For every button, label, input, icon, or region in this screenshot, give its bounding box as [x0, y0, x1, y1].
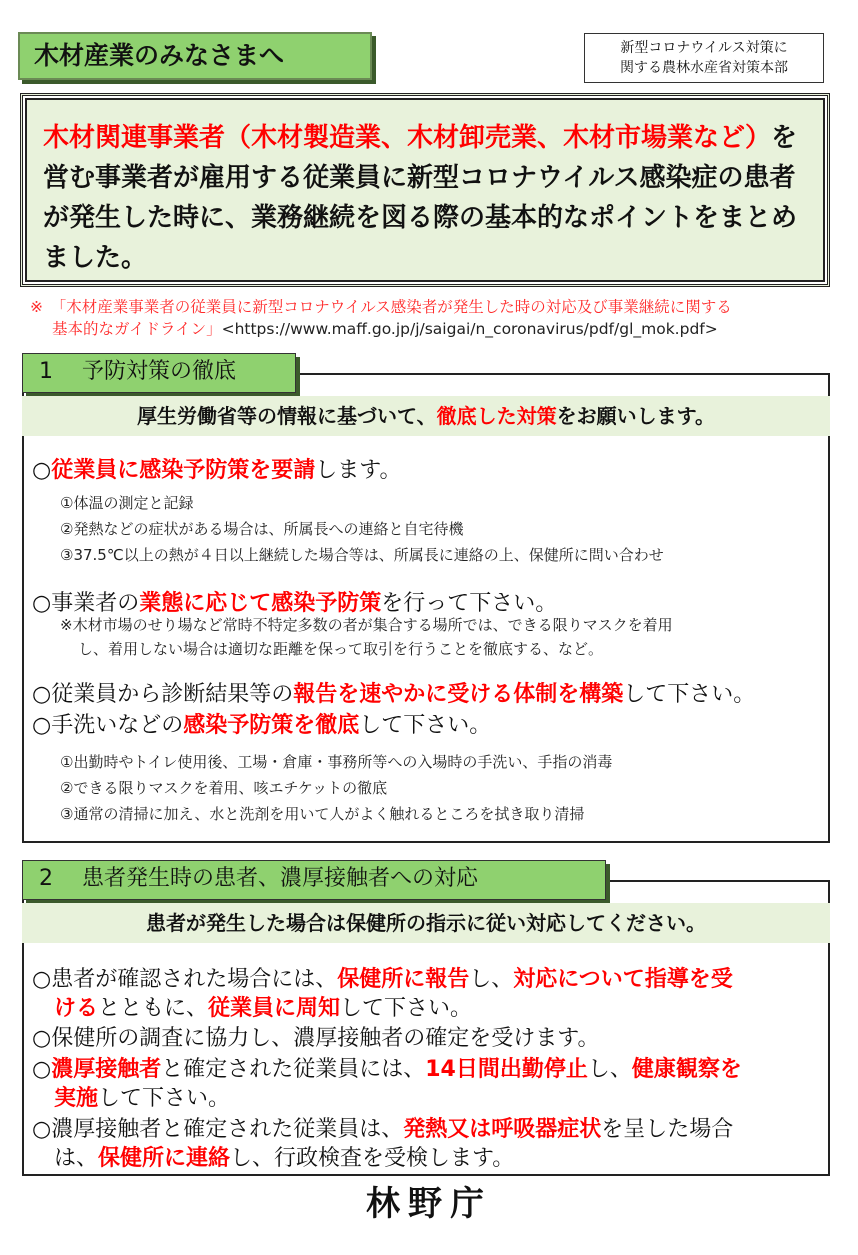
highlight: 濃厚接触者 [51, 1057, 162, 1082]
text: ○患者が確認された場合には、 [32, 967, 338, 992]
text: し、行政検査を受検します。 [230, 1146, 515, 1171]
highlight: 実施 [54, 1086, 99, 1111]
issuer-line-1: 新型コロナウイルス対策に [620, 40, 788, 56]
summary-box [20, 93, 830, 287]
text: ○従業員から診断結果等の [32, 682, 294, 707]
s2-line-6 [32, 1112, 733, 1143]
text: ○手洗いなどの [32, 713, 184, 738]
s2-line-5 [54, 1081, 230, 1112]
section-1-band-text: 厚生労働省等の情報に基づいて、 [136, 404, 437, 428]
text: と確定された従業員には、 [161, 1057, 426, 1082]
section-1-band [22, 396, 830, 436]
text: ○ [32, 1057, 52, 1082]
issuer-box [584, 33, 824, 83]
agency-name: 林野庁 [366, 1184, 492, 1224]
sub-item: ③37.5℃以上の熱が４日以上継続した場合等は、所属長に連絡の上、保健所に問い合わせ [60, 546, 664, 564]
highlight: 保健所に報告 [337, 967, 470, 992]
sub-item: ①出勤時やトイレ使用後、工場・倉庫・事務所等への入場時の手洗い、手指の消毒 [60, 753, 613, 771]
highlight: 14日間出勤停止 [425, 1057, 588, 1082]
text: し、 [469, 967, 514, 992]
section-1-band-text-end: をお願いします。 [556, 404, 715, 428]
section-2-tab: 2 患者発生時の患者、濃厚接触者への対応 [22, 860, 606, 900]
highlight: 健康観察を [631, 1057, 742, 1082]
issuer-line-2: 関する農林水産省対策本部 [620, 60, 788, 76]
s2-line-3: ○保健所の調査に協力し、濃厚接触者の確定を受けます。 [32, 1026, 600, 1051]
footnote [30, 296, 830, 340]
bullet: ○ [32, 458, 52, 483]
highlight: ける [54, 996, 99, 1021]
guideline-url-link[interactable]: <https://www.maff.go.jp/j/saigai/n_coronavirus/pdf/gl_mok.pdf> [221, 320, 718, 338]
highlight: 対応について指導を受 [513, 967, 733, 992]
summary-text: を営む事業者が雇用する従業員に新型コロナウイルス感染症の患者が発生した時に、業務継続を図る際の基本的なポイントをまとめました。 [43, 123, 798, 273]
text: し、 [587, 1057, 632, 1082]
s2-line-7 [54, 1141, 514, 1172]
footnote-line-2 [30, 318, 830, 340]
footnote-guideline-title: 基本的なガイドライン」 [52, 320, 222, 338]
sub-item: ①体温の測定と記録 [60, 494, 194, 512]
text: は、 [54, 1146, 99, 1171]
sub-item: ③通常の清掃に加え、水と洗剤を用いて人がよく触れるところを拭き取り清掃 [60, 805, 585, 823]
header-title-label: 木材産業のみなさまへ [18, 32, 372, 80]
highlight: 保健所に連絡 [98, 1146, 231, 1171]
highlight: 業態に応じて感染予防策 [139, 591, 382, 616]
highlight: 従業員に周知 [208, 996, 341, 1021]
text: ○事業者の [32, 591, 140, 616]
summary-highlight: 木材関連事業者（木材製造業、木材卸売業、木材市場業など） [43, 123, 772, 153]
highlight: 発熱又は呼吸器症状 [403, 1117, 602, 1142]
text: して下さい。 [623, 682, 756, 707]
item-infection-prevention-request [32, 453, 401, 484]
section-1-band-highlight: 徹底した対策 [436, 404, 557, 428]
s2-line-1 [32, 962, 733, 993]
note-line: し、着用しない場合は適切な距離を保って取引を行うことを徹底する、など。 [78, 640, 604, 658]
highlight: 報告を速やかに受ける体制を構築 [293, 682, 624, 707]
s2-line-4 [32, 1052, 742, 1083]
note-line: ※木材市場のせり場など常時不特定多数の者が集合する場所では、できる限りマスクを着用 [60, 616, 673, 634]
sub-item: ②発熱などの症状がある場合は、所属長への連絡と自宅待機 [60, 520, 464, 538]
text: して下さい。 [340, 996, 473, 1021]
text: して下さい。 [98, 1086, 231, 1111]
item-business-specific-measures [32, 586, 557, 617]
text: を呈した場合 [601, 1117, 734, 1142]
text: して下さい。 [359, 713, 492, 738]
text: ○濃厚接触者と確定された従業員は、 [32, 1117, 404, 1142]
highlight: 感染予防策を徹底 [183, 713, 360, 738]
section-2-band: 患者が発生した場合は保健所の指示に従い対応してください。 [22, 903, 830, 943]
item-handwashing [32, 708, 491, 739]
item-reporting-system [32, 677, 755, 708]
highlight: 従業員に感染予防策を要請 [51, 458, 316, 483]
text: を行って下さい。 [381, 591, 558, 616]
text: とともに、 [98, 996, 209, 1021]
text: します。 [315, 458, 402, 483]
s2-line-2 [54, 991, 472, 1022]
section-1-tab: 1 予防対策の徹底 [22, 353, 296, 393]
footnote-line-1: ※ 「木材産業事業者の従業員に新型コロナウイルス感染者が発生した時の対応及び事業継続に関する [30, 298, 732, 316]
sub-item: ②できる限りマスクを着用、咳エチケットの徹底 [60, 779, 388, 797]
